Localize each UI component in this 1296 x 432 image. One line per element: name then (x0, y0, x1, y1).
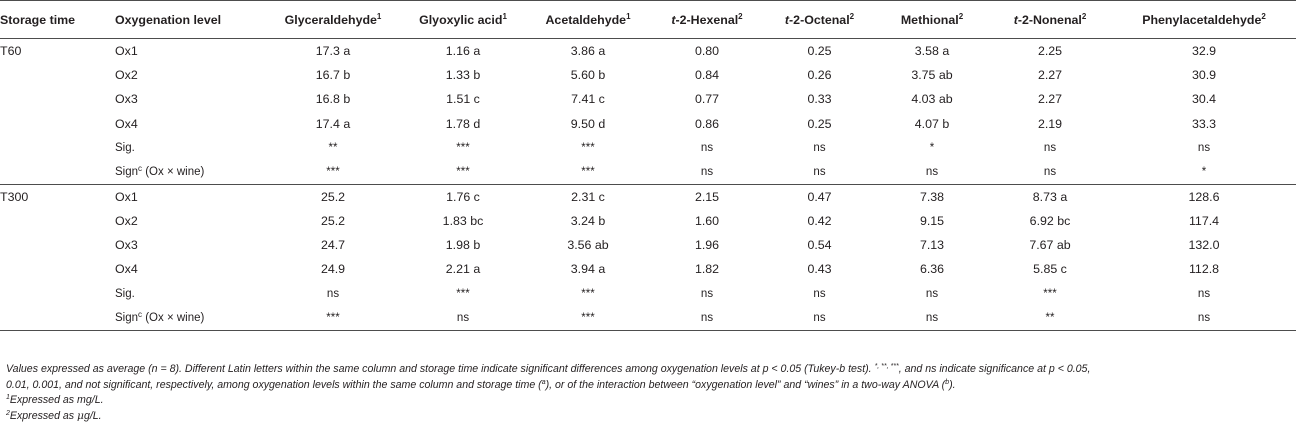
value-cell: 33.3 (1191, 116, 1217, 131)
value-cell: 17.4 a (315, 116, 351, 131)
oxygenation-level-cell: Ox3 (115, 92, 138, 107)
value-cell: 7.13 (919, 238, 945, 253)
interaction-label: Sign (115, 165, 139, 178)
oxygenation-level-cell: Ox4 (115, 262, 138, 277)
storage-time-cell (0, 233, 115, 257)
value-cell: 2.21 a (445, 262, 481, 277)
value-cell: 128.6 (1112, 184, 1296, 208)
value-cell: *** (1043, 287, 1057, 300)
value-cell: ns (700, 287, 714, 300)
interaction-sup: c (138, 309, 143, 319)
storage-time-cell: T60 (0, 39, 115, 63)
oxygenation-level-cell: Ox2 (115, 67, 138, 82)
value-cell: 1.96 (694, 238, 720, 253)
value-cell: 6.36 (919, 262, 945, 277)
header-oxygenation-level: Oxygenation level (115, 1, 265, 39)
value-cell: 25.2 (320, 213, 346, 228)
value-cell: ns (700, 141, 714, 154)
value-cell: 16.8 b (315, 92, 351, 107)
value-cell: ** (988, 306, 1112, 330)
value-cell: ns (813, 165, 826, 178)
storage-time-cell (0, 87, 115, 111)
oxygenation-level-cell: Ox3 (115, 238, 138, 253)
note-text: Values expressed as average (n = 8). Different Latin letters within the same column and storage time indicate significant differences among oxygenation levels at p < 0.05 (Tukey-b test). (6, 363, 875, 375)
value-cell: 112.8 (1188, 262, 1220, 277)
oxygenation-level-cell: Ox1 (115, 39, 265, 63)
value-cell: 3.86 a (525, 39, 651, 63)
value-cell: 2.15 (651, 184, 763, 208)
value-cell: 0.80 (651, 39, 763, 63)
interaction-suffix: (Ox × wine) (142, 165, 205, 178)
value-cell: 0.43 (807, 262, 832, 277)
sig-label-cell: Sig. (115, 287, 135, 300)
compound-label: Phenylacetaldehyde (1142, 12, 1262, 27)
value-cell: 117.4 (1188, 213, 1220, 228)
note-text: , and ns indicate significance at p < 0.05, (898, 363, 1091, 375)
compound-label: t-2-Octenal (784, 12, 850, 27)
value-cell: 2.27 (1037, 92, 1063, 107)
header-storage-time: Storage time (0, 1, 115, 39)
storage-time-cell (0, 63, 115, 87)
significance-row (0, 136, 1296, 160)
value-cell: 30.9 (1191, 67, 1217, 82)
value-cell: *** (456, 141, 470, 154)
value-cell: 32.9 (1112, 39, 1296, 63)
note-sup: a (541, 378, 546, 386)
value-cell: ns (700, 165, 714, 178)
value-cell: 7.67 ab (1029, 238, 1071, 253)
unit-note-marker: 1 (376, 11, 382, 21)
value-cell: ns (925, 165, 939, 178)
value-cell: 5.85 c (1033, 262, 1067, 277)
value-cell: 4.07 b (914, 116, 950, 131)
interaction-row (0, 160, 1296, 184)
value-cell: *** (581, 287, 595, 300)
value-cell: 1.83 bc (442, 213, 484, 228)
table-body (0, 39, 1296, 331)
value-cell: 2.19 (1037, 116, 1063, 131)
value-cell: 0.77 (694, 92, 720, 107)
header-compound (876, 1, 988, 39)
table-row (0, 87, 1296, 111)
value-cell: 30.4 (1191, 92, 1217, 107)
table-row (0, 111, 1296, 135)
value-cell: 4.03 ab (911, 92, 953, 107)
footnote-main (6, 362, 1290, 393)
value-cell: ns (813, 287, 826, 300)
value-cell: 0.26 (807, 67, 832, 82)
value-cell: 24.7 (320, 238, 346, 253)
note-stars: *, **, *** (874, 363, 899, 370)
value-cell: 1.60 (694, 213, 720, 228)
interaction-label-cell (115, 160, 265, 184)
footnote-2 (6, 409, 1290, 425)
sig-label-cell: Sig. (115, 141, 135, 154)
header-row (0, 1, 1296, 39)
note-text: Expressed as (9, 409, 78, 422)
compound-label: t-2-Nonenal (1013, 12, 1082, 27)
table-row (0, 63, 1296, 87)
value-cell: 2.25 (988, 39, 1112, 63)
value-cell: 2.27 (1037, 67, 1063, 82)
value-cell: 24.9 (320, 262, 346, 277)
value-cell: *** (456, 165, 470, 178)
value-cell: 0.25 (763, 39, 876, 63)
value-cell: 5.60 b (570, 67, 606, 82)
storage-time-cell (0, 281, 115, 305)
value-cell: 3.94 a (570, 262, 606, 277)
value-cell: 0.84 (694, 67, 720, 82)
unit-note-marker: 2 (958, 11, 964, 21)
value-cell: 9.15 (919, 213, 945, 228)
value-cell: 17.3 a (265, 39, 401, 63)
value-cell: *** (581, 141, 595, 154)
header-compound (1112, 1, 1296, 39)
note-text: ). (949, 378, 956, 391)
note-sup: 2 (6, 409, 10, 417)
value-cell: 132.0 (1188, 238, 1220, 253)
value-cell: ** (328, 141, 338, 154)
interaction-suffix: (Ox × wine) (142, 311, 205, 324)
value-cell: 0.54 (807, 238, 832, 253)
header-compound (988, 1, 1112, 39)
value-cell: 3.24 b (570, 213, 606, 228)
note-text: Expressed as mg/L. (9, 394, 104, 406)
unit-note-marker: 2 (1081, 11, 1087, 21)
note-sup: b (945, 378, 950, 386)
compound-label: t-2-Hexenal (671, 12, 739, 27)
table-row (0, 209, 1296, 233)
value-cell: ns (1043, 141, 1057, 154)
note-text: g/L. (83, 409, 102, 422)
header-compound (401, 1, 525, 39)
value-cell: 1.98 b (445, 238, 481, 253)
value-cell: ns (813, 141, 826, 154)
value-cell: 3.56 ab (567, 238, 609, 253)
value-cell: 8.73 a (988, 184, 1112, 208)
value-cell: 1.51 c (446, 92, 480, 107)
value-cell: ns (763, 306, 876, 330)
value-cell: ns (401, 306, 525, 330)
value-cell: ns (876, 306, 988, 330)
value-cell: ns (1197, 287, 1211, 300)
compound-label: Glyoxylic acid (419, 12, 503, 27)
oxygenation-level-cell: Ox4 (115, 116, 138, 131)
storage-time-cell (0, 209, 115, 233)
oxygenation-level-cell: Ox2 (115, 213, 138, 228)
value-cell: 0.42 (807, 213, 832, 228)
interaction-row (0, 306, 1296, 330)
storage-time-cell (0, 306, 115, 330)
note-text: ), or of the interaction between “oxygenation level” and “wines” in a two-way ANOVA ( (545, 378, 946, 391)
value-cell: ns (1112, 306, 1296, 330)
header-compound (651, 1, 763, 39)
value-cell: 6.92 bc (1029, 213, 1071, 228)
value-cell: 1.78 d (445, 116, 481, 131)
value-cell: ns (326, 287, 340, 300)
storage-time-cell (0, 136, 115, 160)
table-footnotes (6, 362, 1290, 424)
value-cell: ns (651, 306, 763, 330)
value-cell: ns (1197, 141, 1211, 154)
value-cell: 1.82 (694, 262, 720, 277)
note-text: 0.01, 0.001, and not significant, respectively, among oxygenation levels within the same column and storage time ( (6, 378, 542, 391)
table-row (0, 184, 1296, 208)
footnote-1 (6, 393, 1290, 409)
table-row (0, 233, 1296, 257)
unit-note-marker: 2 (849, 11, 855, 21)
value-cell: 0.47 (763, 184, 876, 208)
storage-time-cell (0, 257, 115, 281)
interaction-label: Sign (115, 311, 139, 324)
oxygenation-level-cell: Ox1 (115, 184, 265, 208)
compound-label: Glyceraldehyde (284, 12, 377, 27)
value-cell: 16.7 b (315, 67, 351, 82)
compound-label: Methional (900, 12, 959, 27)
value-cell: *** (326, 165, 340, 178)
value-cell: 1.16 a (401, 39, 525, 63)
value-cell: *** (265, 306, 401, 330)
value-cell: *** (525, 306, 651, 330)
value-cell: 0.25 (807, 116, 832, 131)
value-cell: 25.2 (265, 184, 401, 208)
header-compound (265, 1, 401, 39)
value-cell: 7.41 c (571, 92, 605, 107)
value-cell: * (1201, 165, 1207, 178)
note-sup: 1 (6, 394, 10, 401)
significance-row (0, 281, 1296, 305)
table-row (0, 257, 1296, 281)
value-cell: 0.33 (807, 92, 832, 107)
storage-time-cell (0, 160, 115, 184)
interaction-label-cell (115, 306, 265, 330)
value-cell: *** (456, 287, 470, 300)
storage-time-cell (0, 111, 115, 135)
unit-note-marker: 1 (502, 11, 507, 21)
value-cell: 3.58 a (876, 39, 988, 63)
value-cell: 1.76 c (401, 184, 525, 208)
header-compound (525, 1, 651, 39)
value-cell: ns (925, 287, 939, 300)
unit-note-marker: 2 (1261, 11, 1266, 21)
unit-note-marker: 1 (626, 11, 631, 21)
compound-label: Acetaldehyde (545, 12, 627, 27)
value-cell: 2.31 c (525, 184, 651, 208)
value-cell: * (929, 141, 935, 154)
table-row (0, 39, 1296, 63)
note-text: μ (77, 409, 84, 422)
header-compound (763, 1, 876, 39)
unit-note-marker: 2 (738, 11, 743, 21)
storage-time-cell: T300 (0, 184, 115, 208)
value-cell: *** (581, 165, 595, 178)
value-cell: 0.86 (694, 116, 720, 131)
value-cell: ns (1043, 165, 1057, 178)
value-cell: 3.75 ab (911, 67, 953, 82)
interaction-sup: c (138, 163, 143, 173)
value-cell: 9.50 d (570, 116, 606, 131)
value-cell: 1.33 b (445, 67, 481, 82)
value-cell: 7.38 (876, 184, 988, 208)
